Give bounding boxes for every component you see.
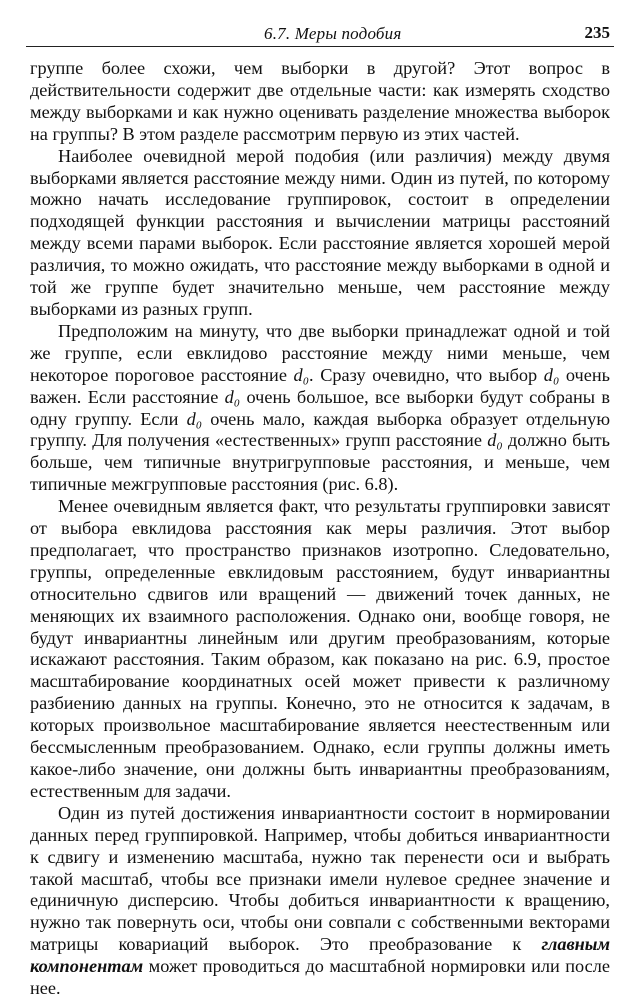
paragraph-3-text: должно быть больше, чем типичные внутригрупповые расстояния, и меньше, чем типичные межгрупповые расстояния (рис. 6.8). xyxy=(30,430,610,495)
page-number: 235 xyxy=(584,23,610,42)
paragraph-4: Менее очевидным является факт, что результаты группировки зависят от выбора евклидова расстояния как меры различия. Этот выбор предполагает, что пространство признаков изотропно. Следовательно, группы, определенные евклидовым расстоянием, будут инвариантны относительно сдвигов или вращений — движений точек данных, не меняющих их взаимного расположения. Однако они, вообще говоря, не будут инвариантны линейным или другим преобразованиям, которые искажают расстояния. Таким образом, как показано на рис. 6.9, простое масштабирование координатных осей может привести к различному разбиению данных на группы. Конечно, это не относится к задачам, в которых произвольное масштабирование является неестественным или бессмысленным преобразованием. Однако, если группы должны иметь какое-либо значение, они должны быть инвариантны преобразованиям, естественным для задачи. xyxy=(30,496,610,801)
threshold-symbol: d₀ xyxy=(543,364,560,385)
running-title: 6.7. Меры подобия xyxy=(264,24,402,43)
paragraph-1: группе более схожи, чем выборки в другой? Этот вопрос в действительности содержит две отдельные части: как измерять сходство между выборками и как нужно оценивать разделение множества выборок на группы? В этом разделе рассмотрим первую из этих частей. xyxy=(30,58,610,144)
paragraph-3-text: . Сразу очевидно, что выбор xyxy=(309,364,544,385)
threshold-symbol: d₀ xyxy=(487,430,503,451)
body-text xyxy=(30,58,610,1000)
paragraph-2: Наиболее очевидной мерой подобия (или различия) между двумя выборками является расстояние между ними. Один из путей, по которому можно начать исследование группировок, состоит в определении подходящей функции расстояния и вычислении матрицы расстояний между всеми парами выборок. Если расстояние является хорошей мерой различия, то можно ожидать, что расстояние между выборками в одной и той же группе будет значительно меньше, чем расстояние между выборками из разных групп. xyxy=(30,145,610,319)
paragraph-5-text: может проводиться до масштабной нормировки или после нее. xyxy=(30,956,610,999)
threshold-symbol: d₀ xyxy=(293,364,310,385)
paragraph-3-text: Предположим на минуту, что две выборки принадлежат одной и той же группе, если евклидово расстояние между ними меньше, чем некоторое пороговое расстояние xyxy=(30,320,610,385)
threshold-symbol: d₀ xyxy=(224,386,241,407)
running-header xyxy=(26,22,614,47)
emphasized-term: главным компонентам xyxy=(30,934,610,977)
paragraph-3-text: очень важен. Если расстояние xyxy=(30,364,610,407)
paragraph-3-text: очень большое, все выборки будут собраны в одну группу. Если xyxy=(30,386,611,429)
threshold-symbol: d₀ xyxy=(186,408,203,429)
paragraph-3-text: очень мало, каждая выборка образует отдельную группу. Для получения «естественных» групп расстояние xyxy=(30,408,610,451)
paragraph-3 xyxy=(30,321,610,496)
paragraph-5 xyxy=(30,803,610,1000)
paragraph-5-text: Один из путей достижения инвариантности состоит в нормировании данных перед группировкой. Например, чтобы добиться инвариантности к сдвигу и изменению масштаба, нужно так перенести оси и выбрать такой масштаб, чтобы все признаки имели нулевое среднее значение и единичную дисперсию. Чтобы добиться инвариантности к вращению, нужно так повернуть оси, чтобы они совпали с собственными векторами матрицы ковариаций выборок. Это преобразование к xyxy=(30,802,610,955)
